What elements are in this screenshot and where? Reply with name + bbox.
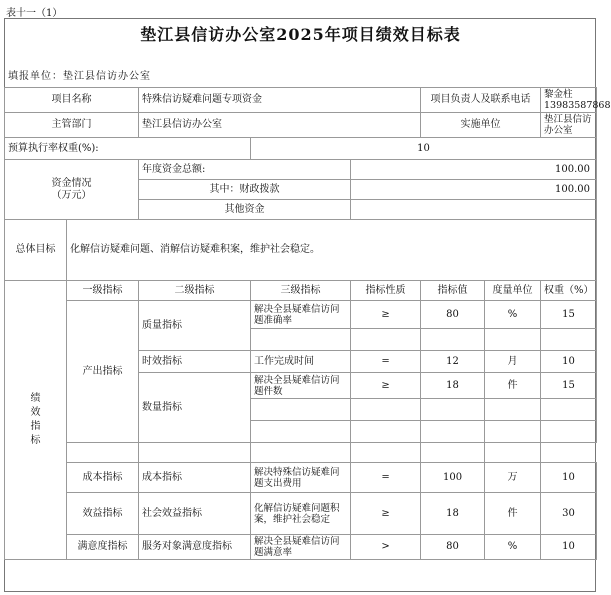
empty-cell [351,443,421,463]
quality-metric-name: 解决全县疑难信访问题准确率 [251,301,351,329]
empty-cell [541,329,597,351]
benefit-indicator-level1: 效益指标 [67,493,139,535]
empty-cell [67,443,139,463]
empty-cell [485,399,541,421]
empty-cell [351,329,421,351]
satisfaction-metric-value: 80 [421,535,485,560]
quantity-metric-value: 18 [421,373,485,399]
side-char-4: 标 [30,435,41,446]
total-funds-value: 100.00 [351,160,597,180]
header-level3: 三级指标 [251,281,351,301]
empty-cell [139,443,251,463]
empty-cell [485,443,541,463]
funds-label [5,160,139,220]
empty-cell [251,329,351,351]
header-level2: 二级指标 [139,281,251,301]
cost-metric-op: = [351,463,421,493]
header-unit: 度量单位 [485,281,541,301]
empty-cell [485,421,541,443]
benefit-indicator-level2: 社会效益指标 [139,493,251,535]
dept-value: 垫江县信访办公室 [139,113,421,138]
cost-indicator-level2: 成本指标 [139,463,251,493]
cost-indicator-level1: 成本指标 [67,463,139,493]
goal-label: 总体目标 [5,220,67,281]
quality-metric-weight: 15 [541,301,597,329]
quantity-metric-weight: 15 [541,373,597,399]
quantity-metric-name: 解决全县疑难信访问题件数 [251,373,351,399]
performance-table [4,87,611,560]
cost-metric-weight: 10 [541,463,597,493]
impl-label: 实施单位 [421,113,541,138]
header-level1: 一级指标 [67,281,139,301]
quality-metric-unit: % [485,301,541,329]
benefit-metric-weight: 30 [541,493,597,535]
time-metric-name: 工作完成时间 [251,351,351,373]
empty-cell [421,421,485,443]
impl-value: 垫江县信访办公室 [541,113,597,138]
header-value: 指标值 [421,281,485,301]
metrics-side-label [5,281,67,560]
weight-value: 10 [251,138,597,160]
satisfaction-metric-weight: 10 [541,535,597,560]
quality-metric-op: ≥ [351,301,421,329]
quantity-indicator-label: 数量指标 [139,373,251,443]
header-weight: 权重（%） [541,281,597,301]
cost-metric-value: 100 [421,463,485,493]
filler-unit: 填报单位：垫江县信访办公室 [8,71,151,82]
satisfaction-metric-op: > [351,535,421,560]
side-char-2: 效 [30,407,41,418]
quantity-metric-op: ≥ [351,373,421,399]
table-number-label: 表十一（1） [6,8,63,19]
benefit-metric-name: 化解信访疑难问题积案，维护社会稳定 [251,493,351,535]
time-metric-unit: 月 [485,351,541,373]
funds-label-line2: （万元） [51,189,92,201]
empty-cell [351,399,421,421]
quality-metric-value: 80 [421,301,485,329]
empty-cell [251,443,351,463]
owner-value: 黎金柱13983587868 [541,88,597,113]
quality-indicator-label: 质量指标 [139,301,251,351]
satisfaction-indicator-level2: 服务对象满意度指标 [139,535,251,560]
owner-label: 项目负责人及联系电话 [421,88,541,113]
empty-cell [351,421,421,443]
cost-metric-unit: 万 [485,463,541,493]
satisfaction-metric-unit: % [485,535,541,560]
header-nature: 指标性质 [351,281,421,301]
empty-cell [421,399,485,421]
fiscal-funds-value: 100.00 [351,180,597,200]
cost-metric-name: 解决特殊信访疑难问题支出费用 [251,463,351,493]
empty-cell [251,399,351,421]
empty-cell [541,421,597,443]
benefit-metric-value: 18 [421,493,485,535]
dept-label: 主管部门 [5,113,139,138]
goal-text: 化解信访疑难问题、消解信访疑难积案，维护社会稳定。 [67,220,597,281]
time-metric-value: 12 [421,351,485,373]
fiscal-funds-label: 其中：财政拨款 [139,180,351,200]
empty-cell [251,421,351,443]
satisfaction-indicator-level1: 满意度指标 [67,535,139,560]
empty-cell [485,329,541,351]
project-name-value: 特殊信访疑难问题专项资金 [139,88,421,113]
time-indicator-label: 时效指标 [139,351,251,373]
other-funds-value [351,200,597,220]
total-funds-label: 年度资金总额: [139,160,351,180]
benefit-metric-unit: 件 [485,493,541,535]
empty-cell [421,329,485,351]
page-title: 垫江县信访办公室2025年项目绩效目标表 [140,25,461,44]
other-funds-label: 其他资金 [139,200,351,220]
time-metric-op: = [351,351,421,373]
side-char-3: 指 [30,421,41,432]
side-char-1: 绩 [30,393,41,404]
funds-label-line1: 资金情况 [51,177,92,189]
project-name-label: 项目名称 [5,88,139,113]
satisfaction-metric-name: 解决全县疑难信访问题满意率 [251,535,351,560]
weight-label: 预算执行率权重(%): [5,138,251,160]
benefit-metric-op: ≥ [351,493,421,535]
output-indicator-label: 产出指标 [67,301,139,443]
empty-cell [541,399,597,421]
empty-cell [421,443,485,463]
quantity-metric-unit: 件 [485,373,541,399]
time-metric-weight: 10 [541,351,597,373]
